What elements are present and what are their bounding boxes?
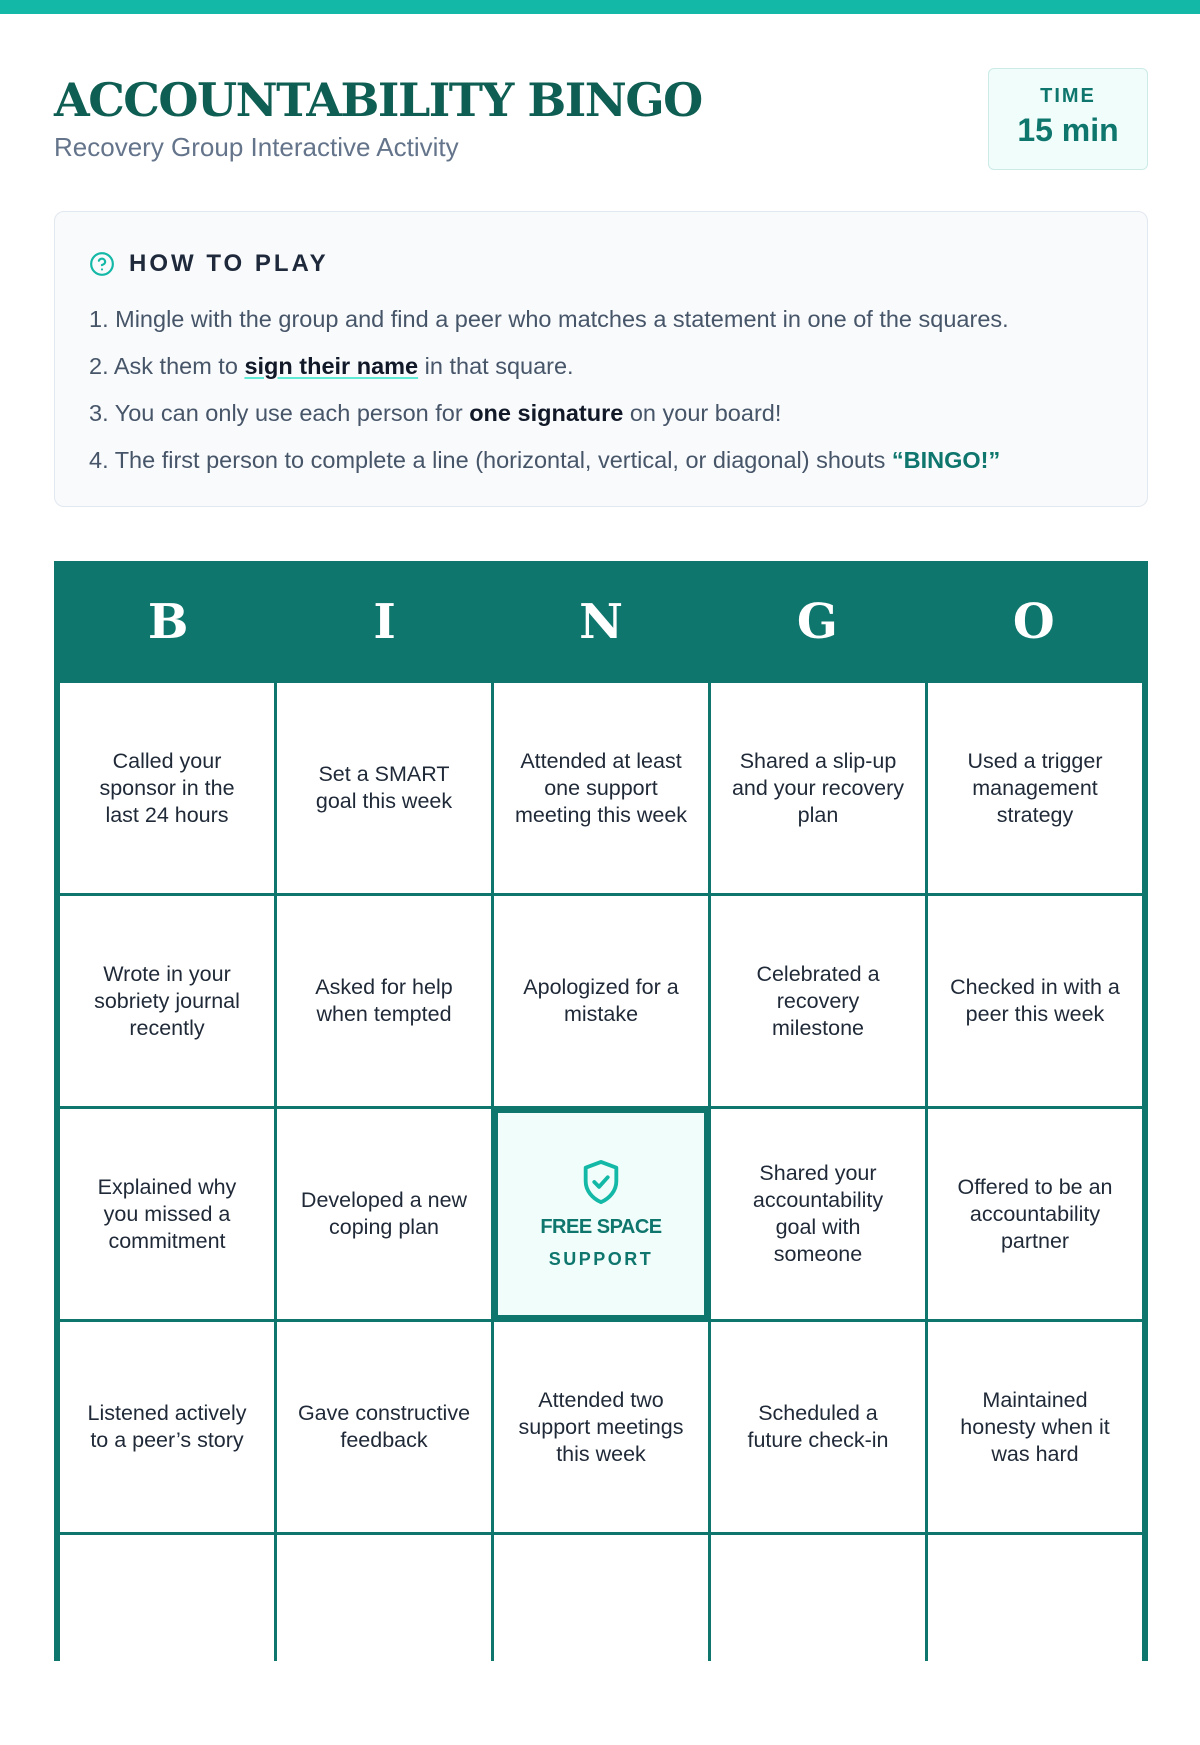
bingo-cell[interactable] bbox=[277, 1109, 491, 1319]
bingo-cell-text: Celebrated a recovery milestone bbox=[756, 961, 880, 1040]
bingo-cell[interactable] bbox=[494, 1322, 708, 1532]
bingo-cell-text: Maintained honesty when it was hard bbox=[960, 1387, 1110, 1466]
rule-item bbox=[89, 396, 1009, 443]
bingo-cell[interactable] bbox=[277, 896, 491, 1106]
rule-item bbox=[89, 302, 1009, 349]
bingo-cell[interactable] bbox=[928, 1109, 1142, 1319]
bingo-letter-i: I bbox=[373, 594, 396, 650]
rule-item bbox=[89, 349, 1009, 396]
bingo-letters-row bbox=[60, 561, 1142, 683]
bingo-letter-n: N bbox=[579, 594, 623, 650]
how-to-play-title: HOW TO PLAY bbox=[129, 250, 329, 277]
top-accent-bar bbox=[0, 0, 1200, 14]
bingo-cell[interactable] bbox=[711, 683, 925, 893]
bingo-cell[interactable] bbox=[928, 683, 1142, 893]
bingo-cell[interactable] bbox=[277, 1322, 491, 1532]
rule-text: 3. You can only use each person for bbox=[89, 400, 470, 426]
how-to-play-header bbox=[89, 248, 329, 280]
how-to-play-panel bbox=[54, 211, 1148, 507]
free-space-cell[interactable] bbox=[494, 1109, 708, 1319]
time-badge bbox=[988, 68, 1148, 170]
bingo-cell[interactable] bbox=[711, 896, 925, 1106]
bingo-cell[interactable] bbox=[60, 896, 274, 1106]
bingo-cell-text: Shared your accountability goal with someone bbox=[752, 1161, 884, 1266]
bingo-cell[interactable] bbox=[60, 1535, 274, 1745]
bingo-cell-text: Listened actively to a peer’s story bbox=[87, 1401, 247, 1452]
bingo-board bbox=[54, 561, 1148, 1661]
bingo-cell[interactable] bbox=[711, 1109, 925, 1319]
bingo-cell[interactable] bbox=[494, 1535, 708, 1745]
bingo-cell-text: Offered to be an accountability partner bbox=[957, 1174, 1113, 1253]
free-space-sublabel: SUPPORT bbox=[548, 1249, 654, 1269]
rule-item bbox=[89, 443, 1009, 490]
bingo-cell-text: Explained why you missed a commitment bbox=[97, 1174, 237, 1253]
bingo-cell-text: Scheduled a future check-in bbox=[747, 1401, 889, 1452]
bingo-cell-text: Called your sponsor in the last 24 hours bbox=[99, 748, 235, 827]
page-title: ACCOUNTABILITY BINGO bbox=[54, 73, 702, 127]
question-circle-icon bbox=[89, 251, 115, 277]
bingo-cell[interactable] bbox=[277, 683, 491, 893]
bingo-cell[interactable] bbox=[60, 683, 274, 893]
bingo-cell-text: Apologized for a mistake bbox=[523, 975, 679, 1026]
bingo-cell-text: Checked in with a peer this week bbox=[950, 975, 1120, 1026]
bingo-cell-text: Developed a new coping plan bbox=[300, 1188, 468, 1239]
bingo-cell[interactable] bbox=[494, 896, 708, 1106]
rule-text: on your board! bbox=[623, 400, 782, 426]
bingo-cell-text: Attended at least one support meeting this week bbox=[514, 748, 688, 827]
rule-text: 2. Ask them to bbox=[89, 353, 245, 379]
rule-text: 4. The first person to complete a line (horizontal, vertical, or diagonal) shouts bbox=[89, 447, 892, 473]
bingo-cell-text: Wrote in your sobriety journal recently bbox=[94, 961, 240, 1040]
time-label: TIME bbox=[1040, 85, 1096, 107]
bingo-cell[interactable] bbox=[711, 1322, 925, 1532]
bingo-cell-text: Set a SMART goal this week bbox=[315, 762, 453, 813]
bingo-cell-text: Attended two support meetings this week bbox=[518, 1387, 684, 1466]
rule-bingo-callout: “BINGO!” bbox=[891, 447, 1001, 473]
page-header bbox=[54, 70, 1148, 180]
rule-emphasis: one signature bbox=[469, 400, 624, 426]
time-value: 15 min bbox=[1017, 112, 1119, 148]
shield-check-icon bbox=[578, 1158, 624, 1208]
bingo-cell[interactable] bbox=[494, 683, 708, 893]
bingo-cell[interactable] bbox=[277, 1535, 491, 1745]
bingo-grid bbox=[60, 683, 1142, 1745]
bingo-cell[interactable] bbox=[60, 1109, 274, 1319]
rule-text: in that square. bbox=[418, 353, 574, 379]
bingo-cell-text: Gave constructive feedback bbox=[297, 1401, 471, 1452]
bingo-cell-text: Used a trigger management strategy bbox=[967, 748, 1103, 827]
page-subtitle: Recovery Group Interactive Activity bbox=[54, 132, 459, 162]
bingo-cell[interactable] bbox=[928, 1535, 1142, 1745]
bingo-cell[interactable] bbox=[60, 1322, 274, 1532]
rule-emphasis: sign their name bbox=[244, 353, 419, 379]
free-space-label: FREE SPACE bbox=[540, 1216, 662, 1238]
bingo-letter-o: O bbox=[1012, 594, 1055, 650]
rule-text: 1. Mingle with the group and find a peer who matches a statement in one of the squares. bbox=[89, 306, 1009, 332]
bingo-cell-text: Shared a slip-up and your recovery plan bbox=[731, 748, 905, 827]
rules-list bbox=[89, 302, 1009, 490]
bingo-cell-text: Asked for help when tempted bbox=[315, 975, 453, 1026]
bingo-cell[interactable] bbox=[711, 1535, 925, 1745]
bingo-letter-b: B bbox=[147, 594, 189, 650]
bingo-cell[interactable] bbox=[928, 896, 1142, 1106]
bingo-cell[interactable] bbox=[928, 1322, 1142, 1532]
bingo-letter-g: G bbox=[796, 594, 838, 650]
